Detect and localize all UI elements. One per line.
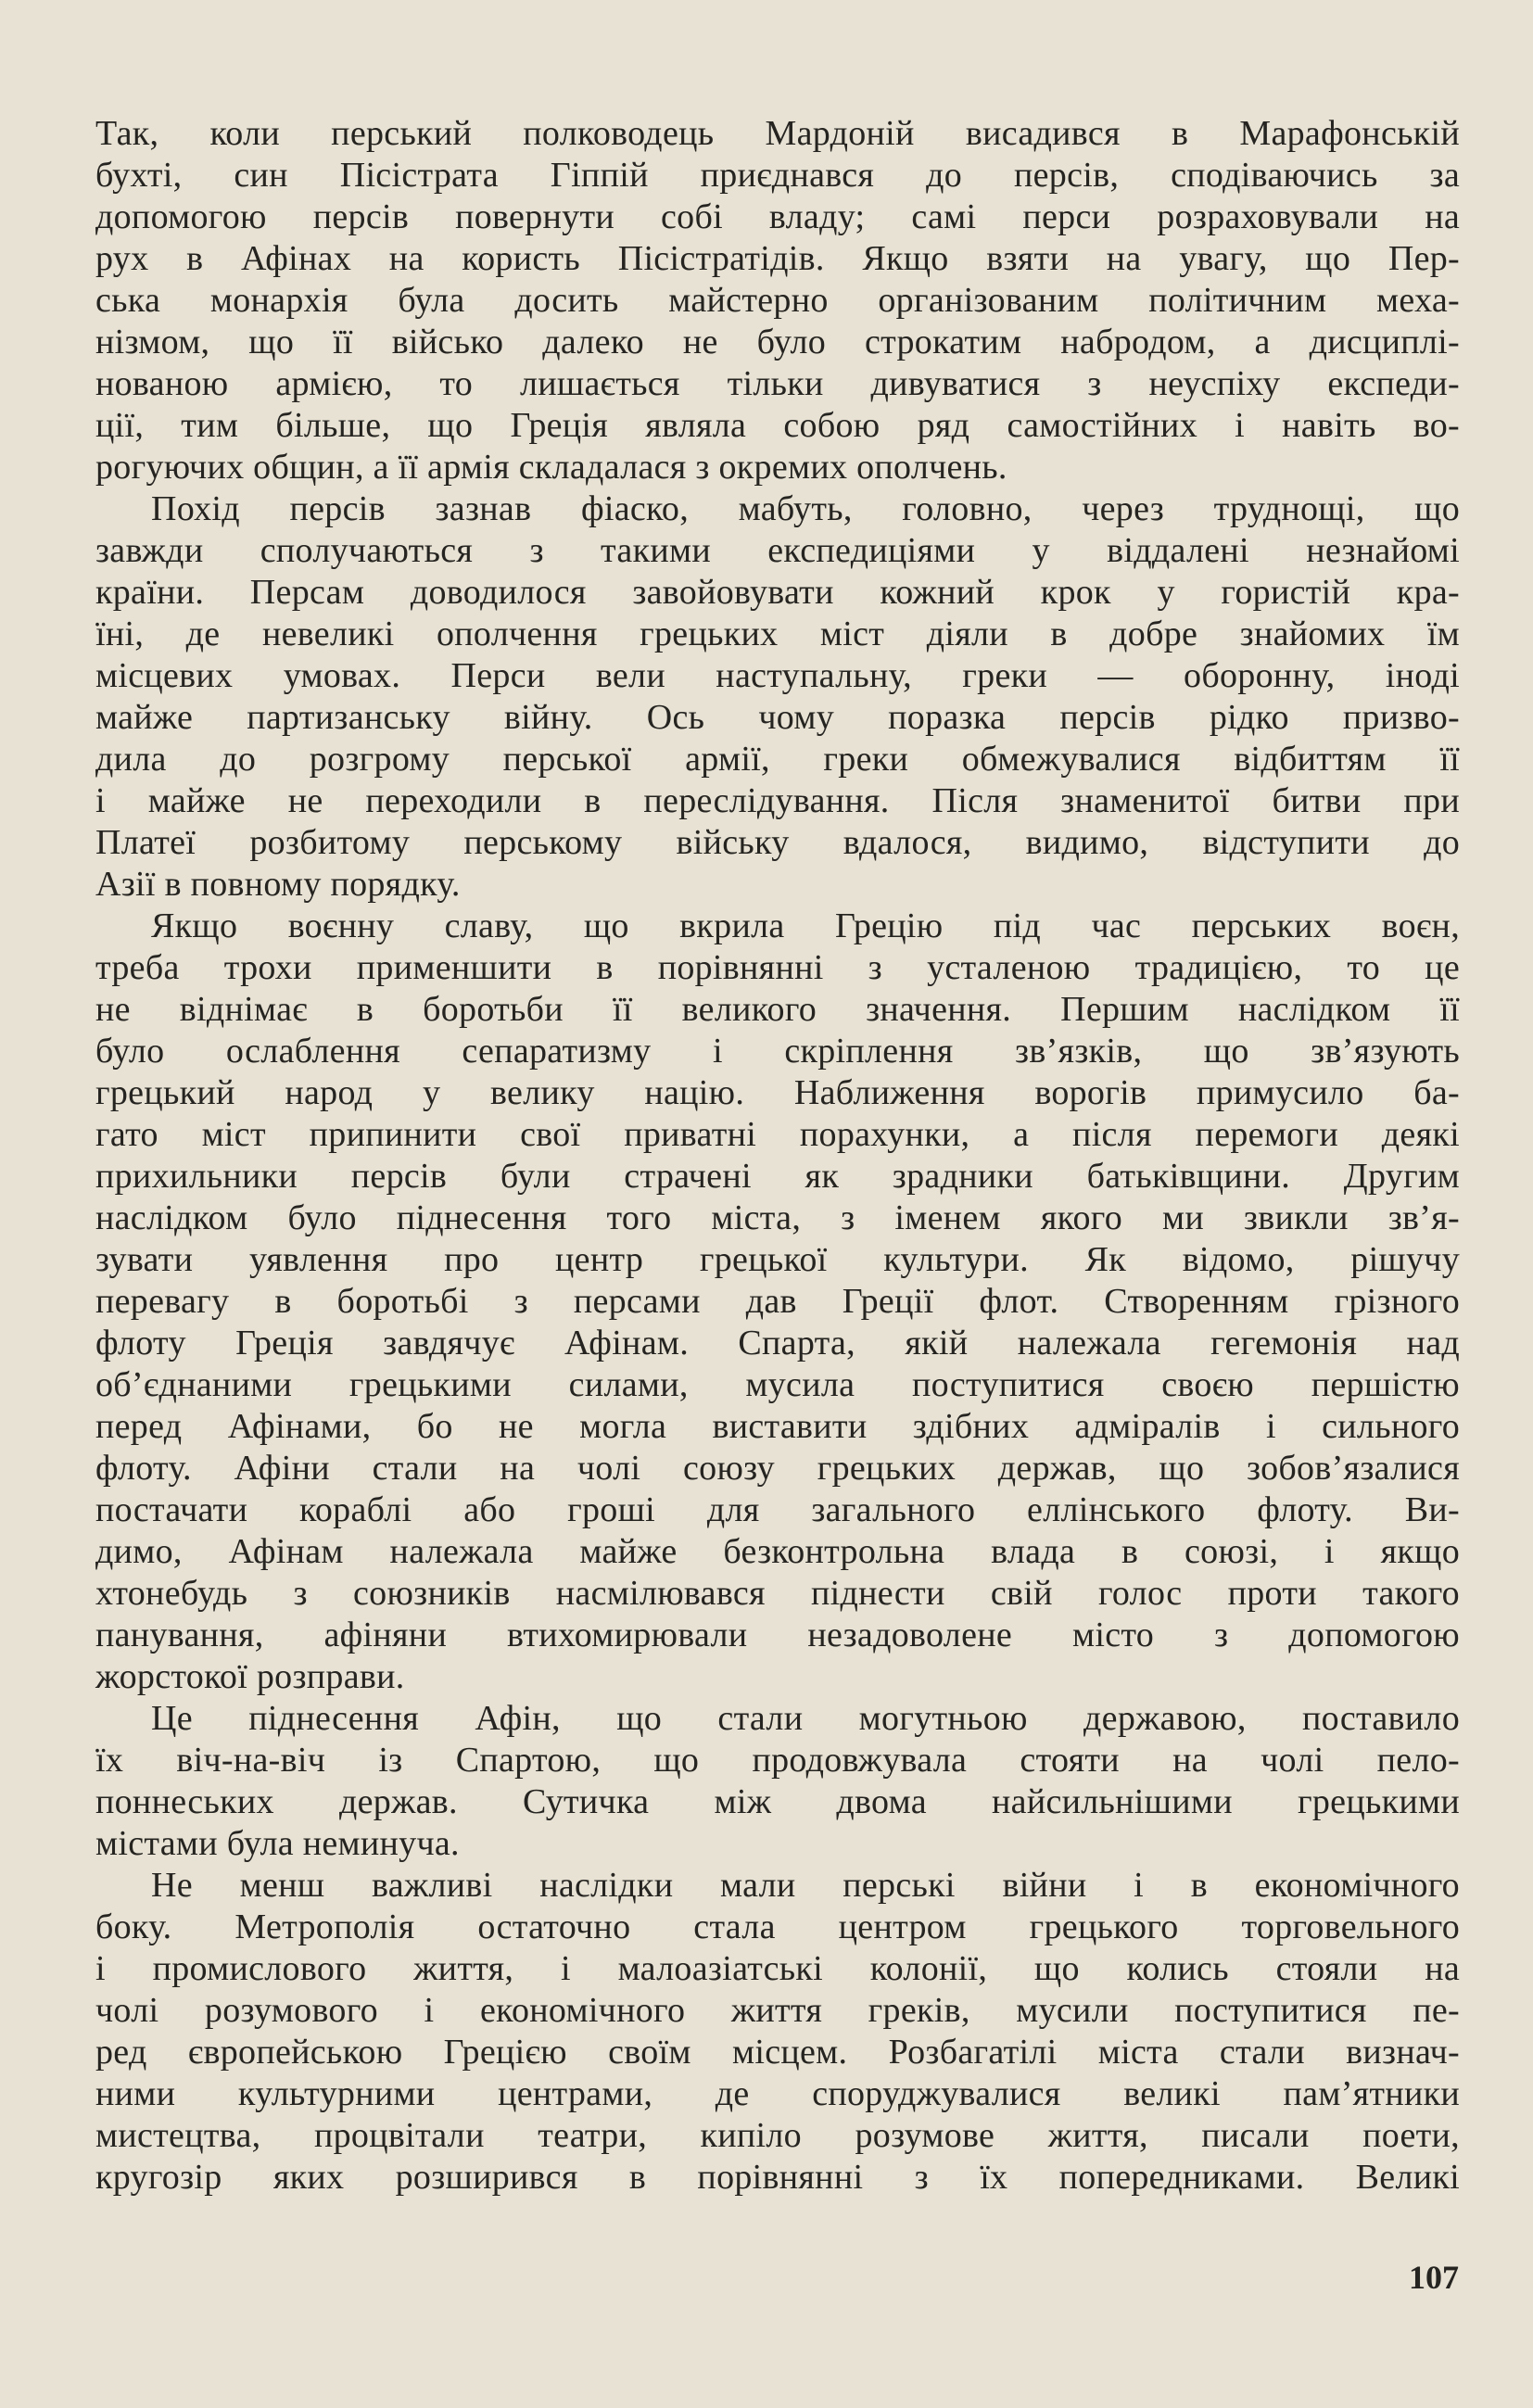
text-line: було ослаблення сепаратизму і скріплення зв’язків, що зв’язують: [95, 1032, 1460, 1071]
text-line: хтонебудь з союзників насмілювався піднести свій голос проти такого: [95, 1574, 1460, 1613]
text-line: об’єднаними грецькими силами, мусила поступитися своєю першістю: [95, 1365, 1460, 1404]
text-line: Так, коли перський полководець Мардоній висадився в Марафонській: [95, 114, 1460, 153]
text-line: Не менш важливі наслідки мали перські війни і в економічного: [151, 1866, 1460, 1905]
text-line: перевагу в боротьбі з персами дав Греції флот. Створенням грізного: [95, 1282, 1460, 1321]
paragraph: [95, 113, 1460, 488]
text-line: чолі розумового і економічного життя греків, мусили поступитися пе-: [95, 1991, 1460, 2030]
text-line: містами була неминуча.: [95, 1824, 460, 1863]
text-line: Похід персів зазнав фіаско, мабуть, головно, через труднощі, що: [151, 489, 1460, 528]
text-line: мистецтва, процвітали театри, кипіло розумове життя, писали поети,: [95, 2116, 1460, 2155]
text-line: боку. Метрополія остаточно стала центром грецького торговельного: [95, 1907, 1460, 1946]
text-line: їні, де невеликі ополчення грецьких міст діяли в добре знайомих їм: [95, 615, 1460, 653]
text-line: Якщо воєнну славу, що вкрила Грецію під час перських воєн,: [151, 906, 1460, 945]
text-line: перед Афінами, бо не могла виставити здібних адміралів і сильного: [95, 1407, 1460, 1446]
text-line: зувати уявлення про центр грецької культури. Як відомо, рішучу: [95, 1240, 1460, 1279]
text-line: місцевих умовах. Перси вели наступальну, греки — оборонну, іноді: [95, 656, 1460, 695]
text-line: постачати кораблі або гроші для загального еллінського флоту. Ви-: [95, 1490, 1460, 1529]
text-line: треба трохи применшити в порівнянні з усталеною традицією, то це: [95, 948, 1460, 987]
text-line: прихильники персів були страчені як зрадники батьківщини. Другим: [95, 1157, 1460, 1196]
text-line: ції, тим більше, що Греція являла собою ряд самостійних і навіть во-: [95, 406, 1460, 445]
text-line: бухті, син Пісістрата Гіппій приєднався до персів, сподіваючись за: [95, 156, 1460, 195]
page-text: [95, 113, 1460, 2199]
text-line: їх віч-на-віч із Спартою, що продовжувала стояти на чолі пело-: [95, 1741, 1460, 1780]
text-line: гато міст припинити свої приватні порахунки, а після перемоги деякі: [95, 1115, 1460, 1154]
text-line: завжди сполучаються з такими експедиціями у віддалені незнайомі: [95, 531, 1460, 570]
page-number: 107: [1409, 2259, 1459, 2296]
text-line: панування, афіняни втихомирювали незадоволене місто з допомогою: [95, 1616, 1460, 1654]
text-line: наслідком було піднесення того міста, з іменем якого ми звикли зв’я-: [95, 1198, 1460, 1237]
text-line: і майже не переходили в переслідування. Після знаменитої битви при: [95, 781, 1460, 820]
text-line: ська монархія була досить майстерно організованим політичним меха-: [95, 281, 1460, 320]
text-line: Платеї розбитому перському війську вдалося, видимо, відступити до: [95, 823, 1460, 862]
text-line: флоту Греція завдячує Афінам. Спарта, якій належала гегемонія над: [95, 1324, 1460, 1362]
text-line: Це піднесення Афін, що стали могутньою державою, поставило: [151, 1699, 1460, 1738]
text-line: Азії в повному порядку.: [95, 865, 461, 904]
text-line: допомогою персів повернути собі владу; самі перси розраховували на: [95, 197, 1460, 236]
text-line: флоту. Афіни стали на чолі союзу грецьких держав, що зобов’язалися: [95, 1449, 1460, 1488]
text-line: нованою армією, то лишається тільки дивуватися з неуспіху експеди-: [95, 364, 1460, 403]
text-line: дила до розгрому перської армії, греки обмежувалися відбиттям її: [95, 740, 1460, 779]
paragraph: [95, 488, 1460, 906]
text-line: нізмом, що її військо далеко не було строкатим набродом, а дисциплі-: [95, 323, 1460, 361]
text-line: рух в Афінах на користь Пісістратідів. Якщо взяти на увагу, що Пер-: [95, 239, 1460, 278]
text-line: поннеських держав. Сутичка між двома найсильнішими грецькими: [95, 1782, 1460, 1821]
paragraph: [95, 906, 1460, 1698]
text-line: грецький народ у велику націю. Наближення ворогів примусило ба-: [95, 1073, 1460, 1112]
text-line: не віднімає в боротьби її великого значення. Першим наслідком її: [95, 990, 1460, 1029]
text-line: жорстокої розправи.: [95, 1657, 405, 1696]
text-line: рогуючих общин, а її армія складалася з окремих ополчень.: [95, 448, 1007, 487]
paragraph: [95, 1865, 1460, 2199]
text-line: кругозір яких розширився в порівнянні з їх попередниками. Великі: [95, 2158, 1460, 2197]
text-line: країни. Персам доводилося завойовувати кожний крок у гористій кра-: [95, 573, 1460, 612]
text-line: і промислового життя, і малоазіатські колонії, що колись стояли на: [95, 1949, 1460, 1988]
paragraph: [95, 1698, 1460, 1865]
text-line: ред європейською Грецією своїм місцем. Розбагатілі міста стали визнач-: [95, 2033, 1460, 2072]
text-line: майже партизанську війну. Ось чому поразка персів рідко призво-: [95, 698, 1460, 737]
text-line: димо, Афінам належала майже безконтрольна влада в союзі, і якщо: [95, 1532, 1460, 1571]
text-line: ними культурними центрами, де споруджувалися великі пам’ятники: [95, 2074, 1460, 2113]
